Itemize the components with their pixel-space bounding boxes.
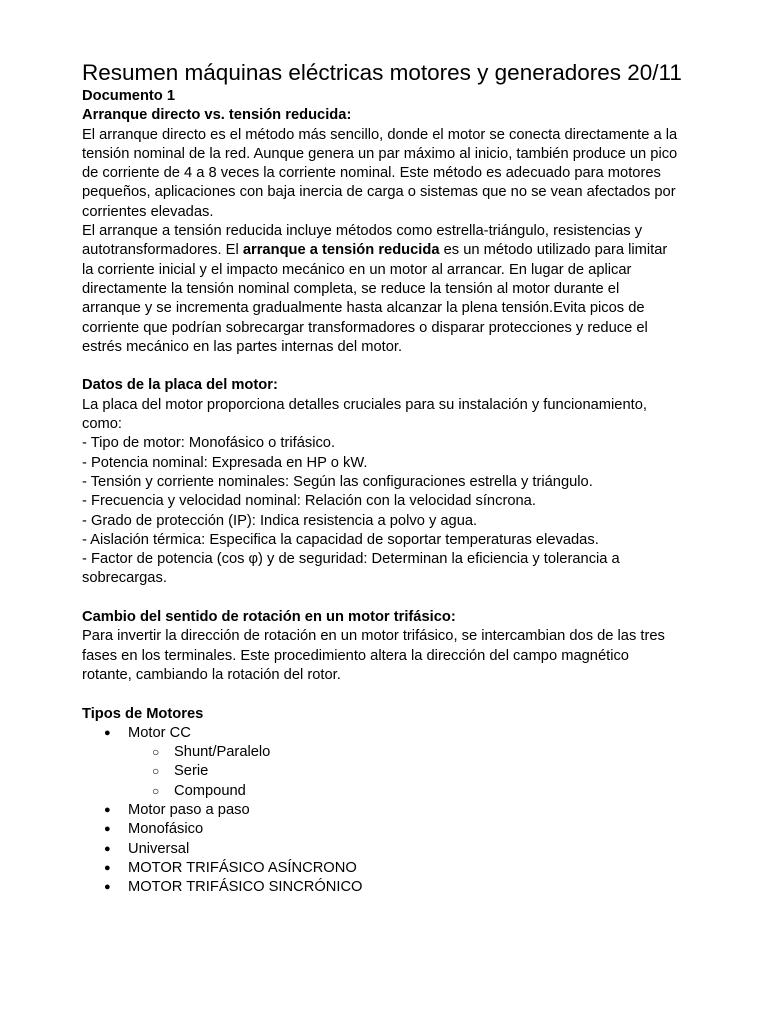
paragraph-text: El arranque a tensión reducida incluye métodos como estrella-triángulo, resistencias y autotransformadores. El xyxy=(82,223,643,259)
list-item xyxy=(82,724,682,801)
document-label: Documento 1 xyxy=(82,88,176,104)
section-heading-tipos: Tipos de Motores xyxy=(82,705,204,722)
list-item: ● MOTOR TRIFÁSICO SINCRÓNICO xyxy=(82,878,682,897)
paragraph-tension-reducida xyxy=(82,222,682,357)
sub-list-item: ○ Shunt/Paralelo xyxy=(82,743,682,762)
placa-item: - Tensión y corriente nominales: Según las configuraciones estrella y triángulo. xyxy=(82,473,593,490)
list-item: ● Motor paso a paso xyxy=(82,801,682,820)
paragraph-rotacion: Para invertir la dirección de rotación en un motor trifásico, se intercambian dos de las tres fases en los terminales. Este procedimiento altera la dirección del campo magnético rotante, cambiando la rotación del rotor. xyxy=(82,628,665,683)
placa-item: - Frecuencia y velocidad nominal: Relación con la velocidad síncrona. xyxy=(82,493,536,510)
motor-types-list xyxy=(82,724,682,898)
placa-item: - Potencia nominal: Expresada en HP o kW. xyxy=(82,454,368,471)
paragraph-text: es un método utilizado para limitar la corriente inicial y el impacto mecánico en un motor al arrancar. En lugar de aplicar directamente la tensión nominal completa, se reduce la tensión al motor durante el arranque y se incrementa gradualmente hasta alcanzar la plena tensión.Evita picos de corriente que podrían sobrecargar transformadores o disparar protecciones y reduce el estrés mecánico en las partes internas del motor. xyxy=(82,242,668,355)
placa-item: - Aislación térmica: Especifica la capacidad de soportar temperaturas elevadas. xyxy=(82,531,599,548)
section-heading-arranque: Arranque directo vs. tensión reducida: xyxy=(82,107,352,124)
placa-item: - Factor de potencia (cos φ) y de seguridad: Determinan la eficiencia y tolerancia a sobrecargas. xyxy=(82,551,620,587)
spacer xyxy=(82,589,682,608)
sub-list-item: ○ Serie xyxy=(82,762,682,781)
paragraph-arranque-directo: El arranque directo es el método más sencillo, donde el motor se conecta directamente a la tensión nominal de la red. Aunque genera un par máximo al inicio, también produce un pico de corriente de 4 a 8 veces la corriente nominal. Este método es adecuado para motores pequeños, aplicaciones con baja inercia de carga o sistemas que no se vean afectados por corrientes elevadas. xyxy=(82,126,678,220)
sub-list-item: ○ Compound xyxy=(82,782,682,801)
list-item-label: Motor CC xyxy=(128,724,191,741)
document-title: Resumen máquinas eléctricas motores y generadores 20/11 xyxy=(82,60,682,85)
document-body xyxy=(82,87,682,897)
spacer xyxy=(82,685,682,704)
placa-item: - Grado de protección (IP): Indica resistencia a polvo y agua. xyxy=(82,512,478,529)
list-item: ● Universal xyxy=(82,840,682,859)
section-heading-placa: Datos de la placa del motor: xyxy=(82,377,278,394)
motor-cc-sublist xyxy=(128,743,682,801)
bold-term: arranque a tensión reducida xyxy=(242,242,440,259)
document-page xyxy=(82,58,682,897)
section-heading-rotacion: Cambio del sentido de rotación en un motor trifásico: xyxy=(82,609,456,626)
spacer xyxy=(82,357,682,376)
paragraph-placa-intro: La placa del motor proporciona detalles cruciales para su instalación y funcionamiento, como: xyxy=(82,396,647,433)
list-item: ● Monofásico xyxy=(82,820,682,839)
list-item: ● MOTOR TRIFÁSICO ASÍNCRONO xyxy=(82,859,682,878)
placa-item: - Tipo de motor: Monofásico o trifásico. xyxy=(82,435,336,452)
